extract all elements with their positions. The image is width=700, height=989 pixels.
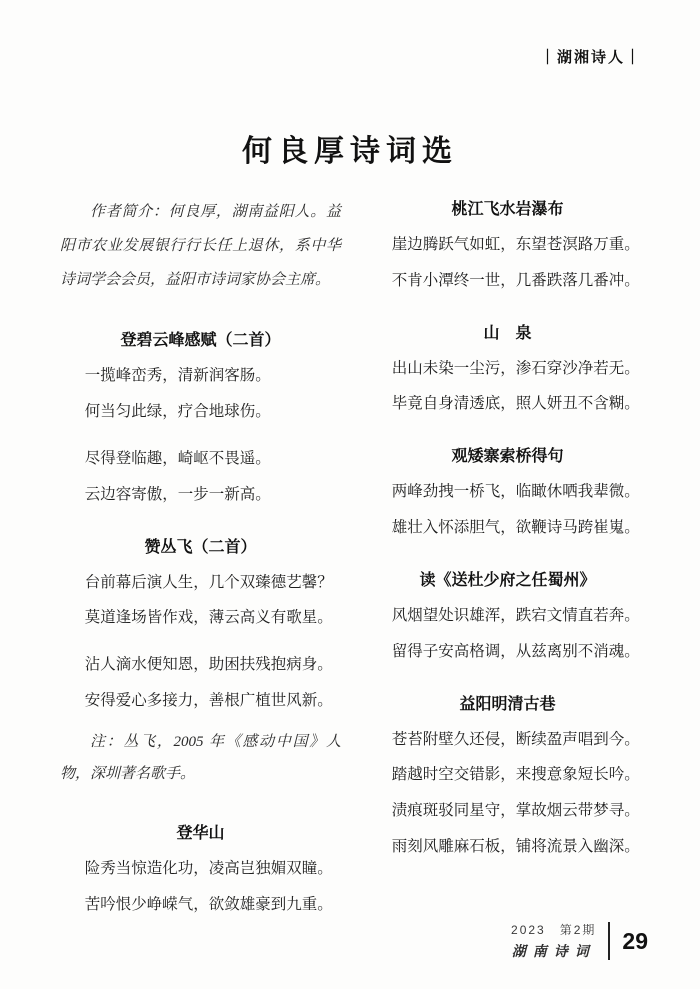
poem-shanquan [367,320,648,414]
poem-line: 毕竟自身清透底，照人妍丑不含糊。 [391,395,640,413]
poem-stanza [60,574,341,628]
poem-denghuashan [60,820,341,914]
poem-line: 苍苔附壁久还侵，断续盈声唱到今。 [391,730,640,748]
section-header: ｜湖湘诗人｜ [539,49,642,66]
poem-stanza [367,731,648,856]
poem-stanza [60,860,341,914]
poem-title: 赞丛飞（二首） [144,538,257,556]
poem-stanza [367,236,648,290]
poem-line: 崖边腾跃气如虹，东望苍溟路万重。 [391,236,640,253]
poem-note: 注：丛飞，2005 年《感动中国》人物，深圳著名歌手。 [60,733,341,782]
poem-title: 读《送杜少府之任蜀州》 [419,571,596,589]
poem-line: 踏越时空交错影，来搜意象短长吟。 [391,766,640,784]
poem-line: 雨刻风雕麻石板，铺将流景入幽深。 [391,837,640,855]
poem-zancongfei [60,534,341,791]
poem-line: 莫道逢场皆作戏，薄云高义有歌星。 [84,609,333,627]
poem-title: 观矮寨索桥得句 [451,448,564,466]
left-column [60,190,341,932]
poem-title: 益阳明清古巷 [459,695,556,713]
poem-line: 沾人滴水便知恩，助困扶残抱病身。 [84,656,333,674]
author-intro: 作者简介：何良厚，湖南益阳人。益阳市农业发展银行行长任上退休，系中华诗词学会会员，益阳市诗词家协会主席。 [60,204,341,288]
poem-dengbiyunfeng [60,327,341,503]
two-column-layout [60,190,648,932]
poem-line: 出山未染一尘污，渗石穿沙净若无。 [391,359,640,377]
poem-title: 山 泉 [483,324,532,342]
poem-yiyang-guxiang [367,691,648,856]
footer-divider [608,922,610,960]
issue-block [511,921,596,961]
poem-line: 雄壮入怀添胆气，欲鞭诗马跨崔嵬。 [391,519,640,537]
poem-aizhai-suoqiao [367,443,648,537]
poem-line: 一揽峰峦秀，清新润客肠。 [84,367,271,385]
right-column [367,190,648,932]
poem-title: 桃江飞水岩瀑布 [451,201,564,218]
poem-line: 两峰劲拽一桥飞，临瞰休哂我辈微。 [391,483,640,501]
poem-stanza [367,483,648,537]
poem-line: 安得爱心多接力，善根广植世风新。 [84,691,333,709]
poem-taojiang-pubu [367,196,648,290]
poem-title: 登碧云峰感赋（二首） [120,332,281,350]
page-footer [511,921,648,961]
poem-line: 云边容寄傲，一步一新高。 [84,485,271,503]
poem-line: 风烟望处识雄浑，跌宕文情直若奔。 [391,606,640,624]
page-number: 29 [622,927,648,954]
poem-stanza [60,450,341,504]
magazine-name: 湖南诗词 [511,945,596,960]
poem-line: 不肯小潭终一世，几番跌落几番冲。 [391,271,640,289]
poem-du-songdushaofu [367,567,648,661]
poem-stanza [367,360,648,414]
poem-line: 苦吟恨少峥嵘气，欲敛雄豪到九重。 [84,896,333,914]
poem-stanza [60,656,341,710]
issue-label: 2023 第2期 [511,923,597,937]
poem-stanza [367,607,648,661]
poem-line: 何当匀此绿，疗合地球伤。 [84,403,271,421]
poem-line: 渍痕斑驳同星守，掌故烟云带梦寻。 [391,802,640,820]
poem-line: 留得子安高格调，从兹离别不消魂。 [391,642,640,660]
poem-line: 尽得登临趣，崎岖不畏遥。 [84,449,271,467]
poem-line: 台前幕后演人生，几个双臻德艺馨？ [84,573,333,591]
poem-stanza [60,367,341,421]
page-title: 何良厚诗词选 [242,135,458,168]
poem-title: 登华山 [176,825,225,843]
poem-line: 险秀当惊造化功，凌高岂独媚双瞳。 [84,860,333,878]
